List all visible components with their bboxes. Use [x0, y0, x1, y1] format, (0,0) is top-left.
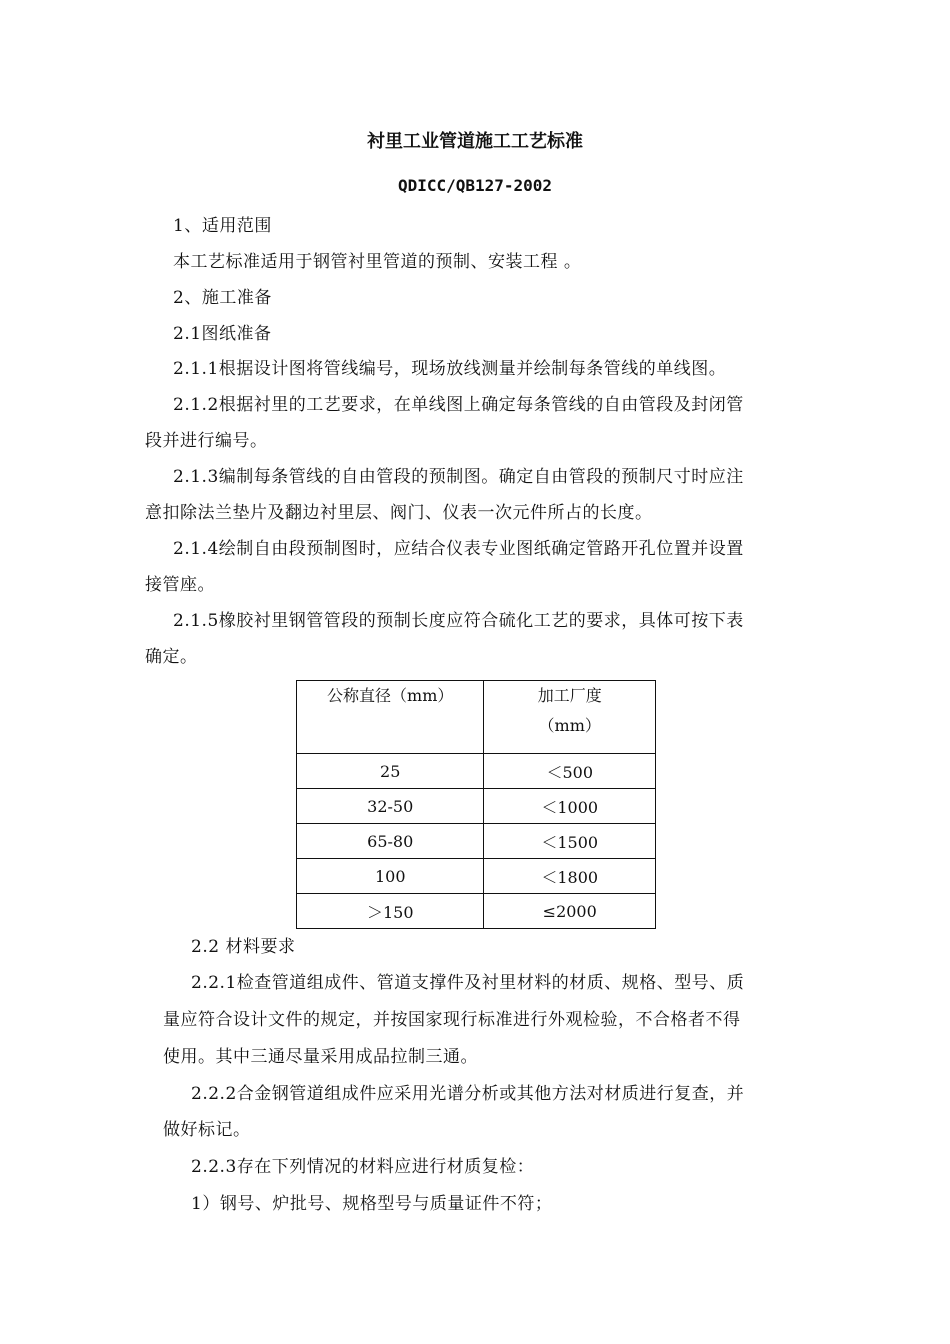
table-row: [297, 859, 656, 894]
document-code: QDICC/QB127-2002: [397, 176, 553, 195]
paragraph-line: 做好标记。: [163, 1120, 251, 1140]
paragraph-line: 2.1.1根据设计图将管线编号，现场放线测量并绘制每条管线的单线图。: [173, 359, 727, 379]
table-cell-diameter: 25: [297, 754, 484, 789]
table-cell-length: ＜1000: [484, 789, 656, 824]
header-nominal-diameter: 公称直径（mm）: [297, 681, 484, 754]
paragraph-line: 2.1.2根据衬里的工艺要求，在单线图上确定每条管线的自由管段及封闭管: [173, 395, 744, 415]
table-cell-diameter: 65-80: [297, 824, 484, 859]
paragraph-line: 2.2.1检查管道组成件、管道支撑件及衬里材料的材质、规格、型号、质: [191, 973, 745, 993]
header-processing-length: 加工厂度 （mm）: [484, 681, 656, 754]
list-item: 1）钢号、炉批号、规格型号与质量证件不符；: [191, 1194, 553, 1214]
paragraph-line: 段并进行编号。: [145, 431, 268, 451]
table-cell-diameter: 100: [297, 859, 484, 894]
paragraph-line: 2.1.4绘制自由段预制图时，应结合仪表专业图纸确定管路开孔位置并设置: [173, 539, 744, 559]
subsection-heading: 2.1图纸准备: [173, 324, 272, 344]
table-cell-length: ＜500: [484, 754, 656, 789]
paragraph-line: 本工艺标准适用于钢管衬里管道的预制、安装工程 。: [173, 252, 582, 272]
paragraph-line: 使用。其中三通尽量采用成品拉制三通。: [163, 1047, 478, 1067]
table-row: [297, 789, 656, 824]
table-cell-length: ＜1500: [484, 824, 656, 859]
table-cell-diameter: ＞150: [297, 894, 484, 929]
paragraph-line: 2.1.3编制每条管线的自由管段的预制图。确定自由管段的预制尺寸时应注: [173, 467, 744, 487]
table-cell-length: ＜1800: [484, 859, 656, 894]
paragraph-line: 2.2.2合金钢管道组成件应采用光谱分析或其他方法对材质进行复查，并: [191, 1084, 745, 1104]
section-heading: 2、施工准备: [173, 288, 272, 308]
paragraph-line: 接管座。: [145, 575, 215, 595]
paragraph-line: 2.1.5橡胶衬里钢管管段的预制长度应符合硫化工艺的要求，具体可按下表: [173, 611, 744, 631]
pipe-length-table: [296, 680, 656, 929]
document-title: 衬里工业管道施工工艺标准: [367, 131, 583, 152]
paragraph-line: 意扣除法兰垫片及翻边衬里层、阀门、仪表一次元件所占的长度。: [145, 503, 653, 523]
paragraph-line: 确定。: [145, 647, 198, 667]
subsection-heading: 2.2 材料要求: [191, 937, 296, 957]
table-header-row: [297, 681, 656, 754]
table-row: [297, 894, 656, 929]
table-cell-diameter: 32-50: [297, 789, 484, 824]
table-cell-length: ≤2000: [484, 894, 656, 929]
table-row: [297, 754, 656, 789]
section-heading: 1、适用范围: [173, 216, 272, 236]
paragraph-line: 量应符合设计文件的规定，并按国家现行标准进行外观检验，不合格者不得: [163, 1010, 741, 1030]
table-row: [297, 824, 656, 859]
paragraph-line: 2.2.3存在下列情况的材料应进行材质复检：: [191, 1157, 535, 1177]
